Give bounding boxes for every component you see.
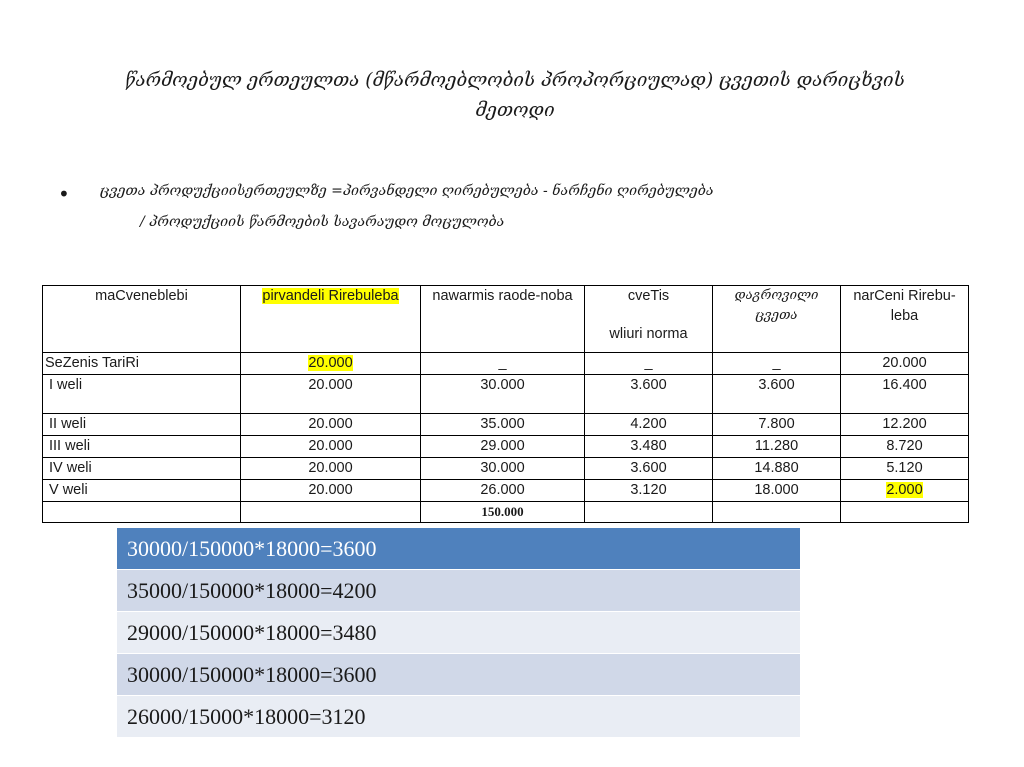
calculation-row: [117, 654, 800, 696]
calculation-text: 30000/150000*18000=3600: [117, 528, 800, 570]
table-row: [43, 436, 969, 458]
cell-empty: [241, 502, 421, 523]
calculation-text: 30000/150000*18000=3600: [117, 654, 800, 696]
cell-accumulated: 11.280: [713, 436, 841, 458]
cell-initial: 20.000: [241, 458, 421, 480]
cell-rate: 3.600: [585, 375, 713, 414]
cell-rate: 4.200: [585, 414, 713, 436]
cell-residual: 12.200: [841, 414, 969, 436]
cell-empty: [585, 502, 713, 523]
header-indicators: maCveneblebi: [43, 286, 241, 353]
row-label: V weli: [43, 480, 241, 502]
calculation-text: 29000/150000*18000=3480: [117, 612, 800, 654]
total-produced: 150.000: [421, 502, 585, 523]
cell-produced: 35.000: [421, 414, 585, 436]
table-row: [43, 353, 969, 375]
cell-accumulated: _: [713, 353, 841, 375]
cell-residual: 5.120: [841, 458, 969, 480]
bullet-point-icon: •: [58, 182, 70, 206]
cell-produced: _: [421, 353, 585, 375]
table-row: [43, 375, 969, 414]
table-row: [43, 480, 969, 502]
cell-accumulated: 7.800: [713, 414, 841, 436]
row-label: I weli: [43, 375, 241, 414]
cell-residual: 16.400: [841, 375, 969, 414]
row-label: II weli: [43, 414, 241, 436]
cell-empty: [713, 502, 841, 523]
cell-produced: 30.000: [421, 458, 585, 480]
table-row: [43, 414, 969, 436]
cell-residual: 20.000: [841, 353, 969, 375]
header-produced-quantity: nawarmis raode-noba: [421, 286, 585, 353]
cell-initial: 20.000: [241, 375, 421, 414]
cell-accumulated: 3.600: [713, 375, 841, 414]
header-accumulated-depreciation: დაგროვილი ცვეთა: [713, 286, 841, 353]
cell-rate: 3.480: [585, 436, 713, 458]
header-depreciation-rate: cveTis wliuri norma: [585, 286, 713, 353]
cell-accumulated: 14.880: [713, 458, 841, 480]
slide-title: [70, 66, 960, 126]
cell-initial: 20.000: [241, 414, 421, 436]
calculation-row: [117, 570, 800, 612]
cell-rate: 3.600: [585, 458, 713, 480]
cell-initial: 20.000: [241, 436, 421, 458]
calculation-text: 26000/15000*18000=3120: [117, 696, 800, 738]
header-residual-value: narCeni Rirebu-leba: [841, 286, 969, 353]
title-line-1: წარმოებულ ერთეულთა (მწარმოებლობის პროპორციულად) ცვეთის დარიცხვის: [125, 70, 905, 91]
row-label: SeZenis TariRi: [43, 353, 241, 375]
formula-line-1: ცვეთა პროდუქციისერთეულზე =პირვანდელი ღირებულება - ნარჩენი ღირებულება: [100, 183, 714, 199]
cell-rate: 3.120: [585, 480, 713, 502]
cell-residual: 8.720: [841, 436, 969, 458]
cell-produced: 30.000: [421, 375, 585, 414]
cell-produced: 29.000: [421, 436, 585, 458]
cell-produced: 26.000: [421, 480, 585, 502]
depreciation-table: [42, 285, 969, 523]
formula-line-2: / პროდუქციის წარმოების სავარაუდო მოცულობა: [140, 214, 505, 230]
calculation-row: [117, 528, 800, 570]
header-initial-value: pirvandeli Rirebuleba: [241, 286, 421, 353]
calculation-row: [117, 696, 800, 738]
cell-rate: _: [585, 353, 713, 375]
cell-accumulated: 18.000: [713, 480, 841, 502]
table-total-row: [43, 502, 969, 523]
cell-residual: 2.000: [841, 480, 969, 502]
cell-initial: 20.000: [241, 480, 421, 502]
row-label: III weli: [43, 436, 241, 458]
table-row: [43, 458, 969, 480]
cell-initial: 20.000: [241, 353, 421, 375]
title-line-2: მეთოდი: [475, 100, 555, 121]
calculation-row: [117, 612, 800, 654]
cell-empty: [43, 502, 241, 523]
table-header-row: [43, 286, 969, 353]
calculation-text: 35000/150000*18000=4200: [117, 570, 800, 612]
cell-empty: [841, 502, 969, 523]
calculation-table: [117, 528, 800, 738]
row-label: IV weli: [43, 458, 241, 480]
